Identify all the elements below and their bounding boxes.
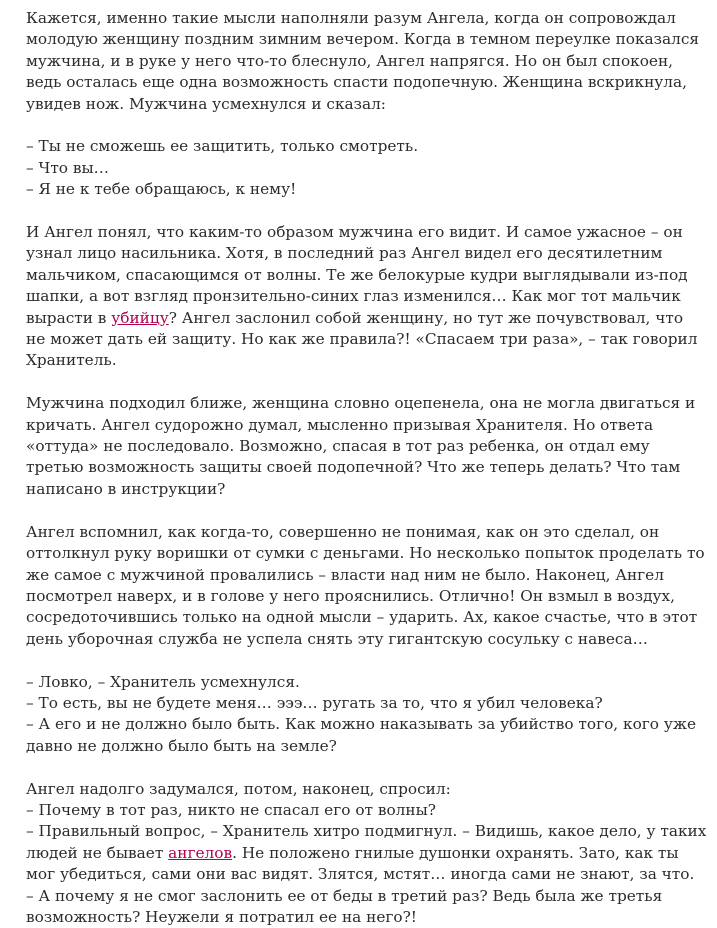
dialogue-line-with-link	[26, 821, 707, 885]
dialogue-line: – Что вы…	[26, 158, 109, 177]
dialogue-line: – Ты не сможешь ее защитить, только смотреть.	[26, 137, 419, 156]
dialogue-line: – Я не к тебе обращаюсь, к нему!	[26, 180, 297, 199]
paragraph-5-text: Ангел вспомнил, как когда-то, совершенно не понимая, как он это сделал, он оттолкнул руку воришки от сумки с деньгами. Но несколько попыток проделать то же самое с мужчиной провалились – власти над ним не было. Наконец, Ангел посмотрел наверх, и в голове у него прояснились. Отлично! Он взмыл в воздух, сосредоточившись только на одной мысли – ударить. Ах, какое счастье, что в этот день уборочная служба не успела снять эту гигантскую сосульку с навеса…	[26, 522, 705, 648]
paragraph-3	[26, 222, 707, 372]
paragraph-4-text: Мужчина подходил ближе, женщина словно оцепенела, она не могла двигаться и кричать. Ангел судорожно думал, мысленно призывая Хранителя. Но ответа «оттуда» не последовало. Возможно, спасая в тот раз ребенка, он отдал ему третью возможность защиты своей подопечной? Что же теперь делать? Что там написано в инструкции?	[26, 394, 696, 498]
paragraph-4	[26, 393, 707, 500]
paragraph-3-text-before: И Ангел понял, что каким-то образом мужчина его видит. И самое ужасное – он узнал лицо насильника. Хотя, в последний раз Ангел видел его десятилетним мальчиком, спасающимся от волны. Те же белокурые кудри выглядывали из-под шапки, а вот взгляд пронзительно-синих глаз изменился… Как мог тот мальчик вырасти в	[26, 223, 688, 327]
dialogue-line: – А почему я не смог заслонить ее от беды в третий раз? Ведь была же третья возможность? Неужели я потратил ее на него?!	[26, 886, 663, 926]
dialogue-line: – То есть, вы не будете меня… эээ… ругать за то, что я убил человека?	[26, 693, 603, 712]
dialogue-line: – Ловко, – Хранитель усмехнулся.	[26, 672, 300, 691]
dialogue-line: – А его и не должно было быть. Как можно наказывать за убийство того, кого уже давно не должно было быть на земле?	[26, 715, 696, 755]
link-killer[interactable]: убийцу	[111, 308, 169, 327]
dialogue-line: Ангел надолго задумался, потом, наконец, спросил:	[26, 779, 451, 798]
paragraph-5	[26, 522, 707, 650]
paragraph-1	[26, 8, 707, 115]
paragraph-2-dialogue	[26, 136, 707, 200]
link-angels[interactable]: ангелов	[168, 843, 233, 862]
dialogue-text-after: . Не положено гнилые душонки охранять. Зато, как ты мог убедиться, сами они вас видят. Злятся, мстят… иногда сами не знают, за что.	[26, 843, 695, 884]
paragraph-6-dialogue	[26, 672, 707, 758]
dialogue-line: – Почему в тот раз, никто не спасал его от волны?	[26, 800, 436, 819]
paragraph-3-text-after: ? Ангел заслонил собой женщину, но тут же почувствовал, что не может дать ей защиту. Но как же правила?! «Спасаем три раза», – так говорил Хранитель.	[26, 308, 698, 370]
dialogue-text-before: – Правильный вопрос, – Хранитель хитро подмигнул. – Видишь, какое дело, у таких людей не бывает	[26, 822, 707, 862]
paragraph-1-text: Кажется, именно такие мысли наполняли разум Ангела, когда он сопровождал молодую женщину поздним зимним вечером. Когда в темном переулке показался мужчина, и в руке у него что-то блеснуло, Ангел напрягся. Но он был спокоен, ведь осталась еще одна возможность спасти подопечную. Женщина вскрикнула, увидев нож. Мужчина усмехнулся и сказал:	[26, 9, 700, 113]
paragraph-7-dialogue	[26, 779, 707, 928]
